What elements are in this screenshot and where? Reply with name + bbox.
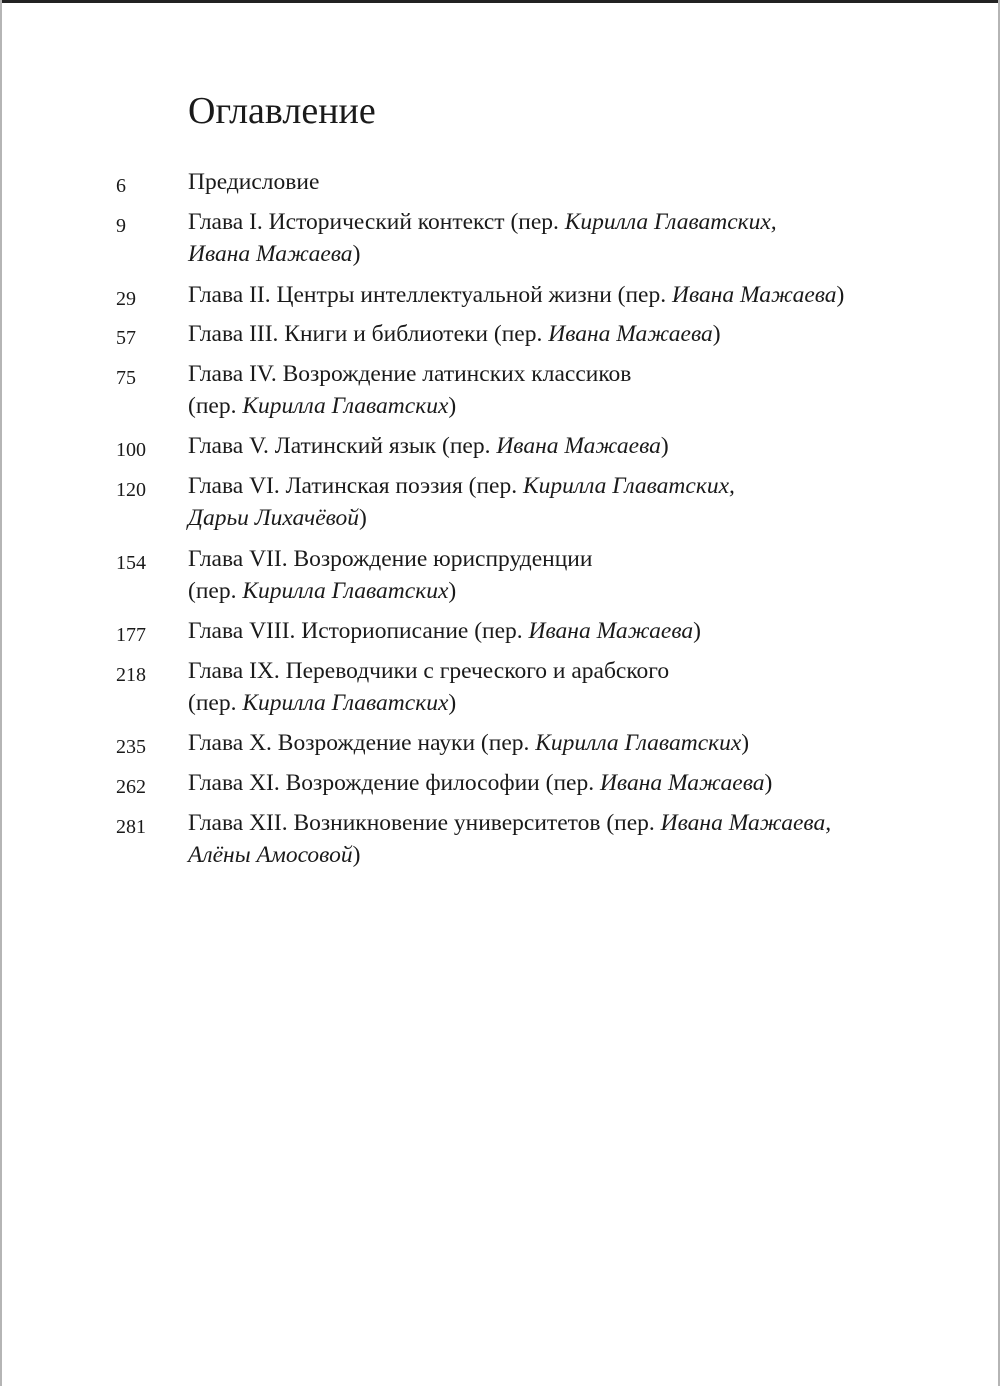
translator-name: Алёны Амосовой [188, 842, 353, 868]
page-top-border [0, 0, 1000, 3]
toc-page-number: 120 [116, 479, 146, 501]
page-left-border [0, 0, 2, 1386]
toc-text-segment: Глава III. Книги и библиотеки (пер. [188, 321, 549, 347]
toc-text-segment: ) [448, 690, 457, 716]
toc-page-number: 281 [116, 816, 146, 838]
toc-entry-title-line [188, 390, 948, 422]
toc-text-segment: Глава IX. Переводчики с греческого и арабского [188, 658, 670, 684]
toc-entry-title-line [188, 839, 948, 871]
translator-name: Кирилла Главатских, [522, 473, 735, 499]
toc-entry-title-line [188, 430, 948, 462]
toc-page-number: 100 [116, 439, 146, 461]
toc-text-segment: (пер. [188, 393, 243, 419]
toc-entry-title-line [188, 238, 948, 270]
toc-entry-title-line [188, 807, 948, 839]
toc-entry-title-line [188, 318, 948, 350]
toc-page-number: 177 [116, 624, 146, 646]
toc-text-segment: (пер. [188, 690, 243, 716]
translator-name: Кирилла Главатских [242, 393, 449, 419]
toc-entry-title-line [188, 655, 948, 687]
translator-name: Ивана Мажаева [496, 433, 661, 459]
toc-text-segment: ) [764, 770, 773, 796]
toc-text-segment: ) [741, 730, 750, 756]
toc-text-segment: Глава VI. Латинская поэзия (пер. [188, 473, 523, 499]
toc-text-segment: Глава I. Исторический контекст (пер. [188, 209, 565, 235]
toc-page-number: 154 [116, 552, 146, 574]
toc-entry-title-line [188, 727, 948, 759]
toc-page-number: 262 [116, 776, 146, 798]
toc-entry-title-line [188, 615, 948, 647]
toc-text-segment: Глава VII. Возрождение юриспруденции [188, 546, 593, 572]
translator-name: Кирилла Главатских, [564, 209, 777, 235]
translator-name: Кирилла Главатских [242, 690, 449, 716]
page-title: Оглавление [188, 90, 376, 132]
toc-text-segment: Глава XI. Возрождение философии (пер. [188, 770, 600, 796]
toc-text-segment: ) [359, 505, 367, 531]
translator-name: Ивана Мажаева [599, 770, 765, 796]
translator-name: Дарьи Лихачёвой [188, 505, 360, 531]
toc-page-number: 218 [116, 664, 146, 686]
toc-text-segment: Предисловие [188, 169, 320, 195]
toc-entry-title-line [188, 575, 948, 607]
toc-page-number: 57 [116, 327, 136, 349]
toc-text-segment: ) [693, 618, 701, 644]
toc-text-segment: Глава VIII. Историописание (пер. [188, 618, 529, 644]
toc-text-segment: ) [448, 578, 457, 604]
toc-page-number: 235 [116, 736, 146, 758]
translator-name: Кирилла Главатских [535, 730, 742, 756]
translator-name: Ивана Мажаева [528, 618, 694, 644]
toc-text-segment: Глава X. Возрождение науки (пер. [188, 730, 536, 756]
toc-entry-title-line [188, 687, 948, 719]
toc-entry-title-line [188, 470, 948, 502]
toc-text-segment: ) [660, 433, 669, 459]
toc-text-segment: Глава V. Латинский язык (пер. [188, 433, 497, 459]
translator-name: Ивана Мажаева, [660, 810, 832, 836]
translator-name: Ивана Мажаева [671, 282, 837, 308]
translator-name: Ивана Мажаева [188, 241, 353, 267]
toc-text-segment: ) [352, 241, 361, 267]
toc-text-segment: ) [352, 842, 361, 868]
toc-entry-title-line [188, 358, 948, 390]
toc-text-segment: (пер. [188, 578, 243, 604]
toc-page-number: 6 [116, 175, 126, 197]
toc-page-number: 9 [116, 215, 126, 237]
toc-text-segment: Глава II. Центры интеллектуальной жизни (пер. [188, 282, 672, 308]
toc-entry-title-line [188, 206, 948, 238]
toc-page-number: 29 [116, 288, 136, 310]
toc-text-segment: ) [712, 321, 721, 347]
toc-entry-title-line [188, 279, 948, 311]
translator-name: Ивана Мажаева [548, 321, 713, 347]
toc-text-segment: Глава XII. Возникновение университетов (пер. [188, 810, 661, 836]
toc-entry-title-line [188, 166, 948, 198]
toc-text-segment: Глава IV. Возрождение латинских классиков [188, 361, 632, 387]
toc-text-segment: ) [448, 393, 457, 419]
toc-entry-title-line [188, 502, 948, 534]
toc-entry-title-line [188, 543, 948, 575]
translator-name: Кирилла Главатских [242, 578, 449, 604]
toc-text-segment: ) [836, 282, 845, 308]
toc-entry-title-line [188, 767, 948, 799]
toc-page-number: 75 [116, 367, 136, 389]
